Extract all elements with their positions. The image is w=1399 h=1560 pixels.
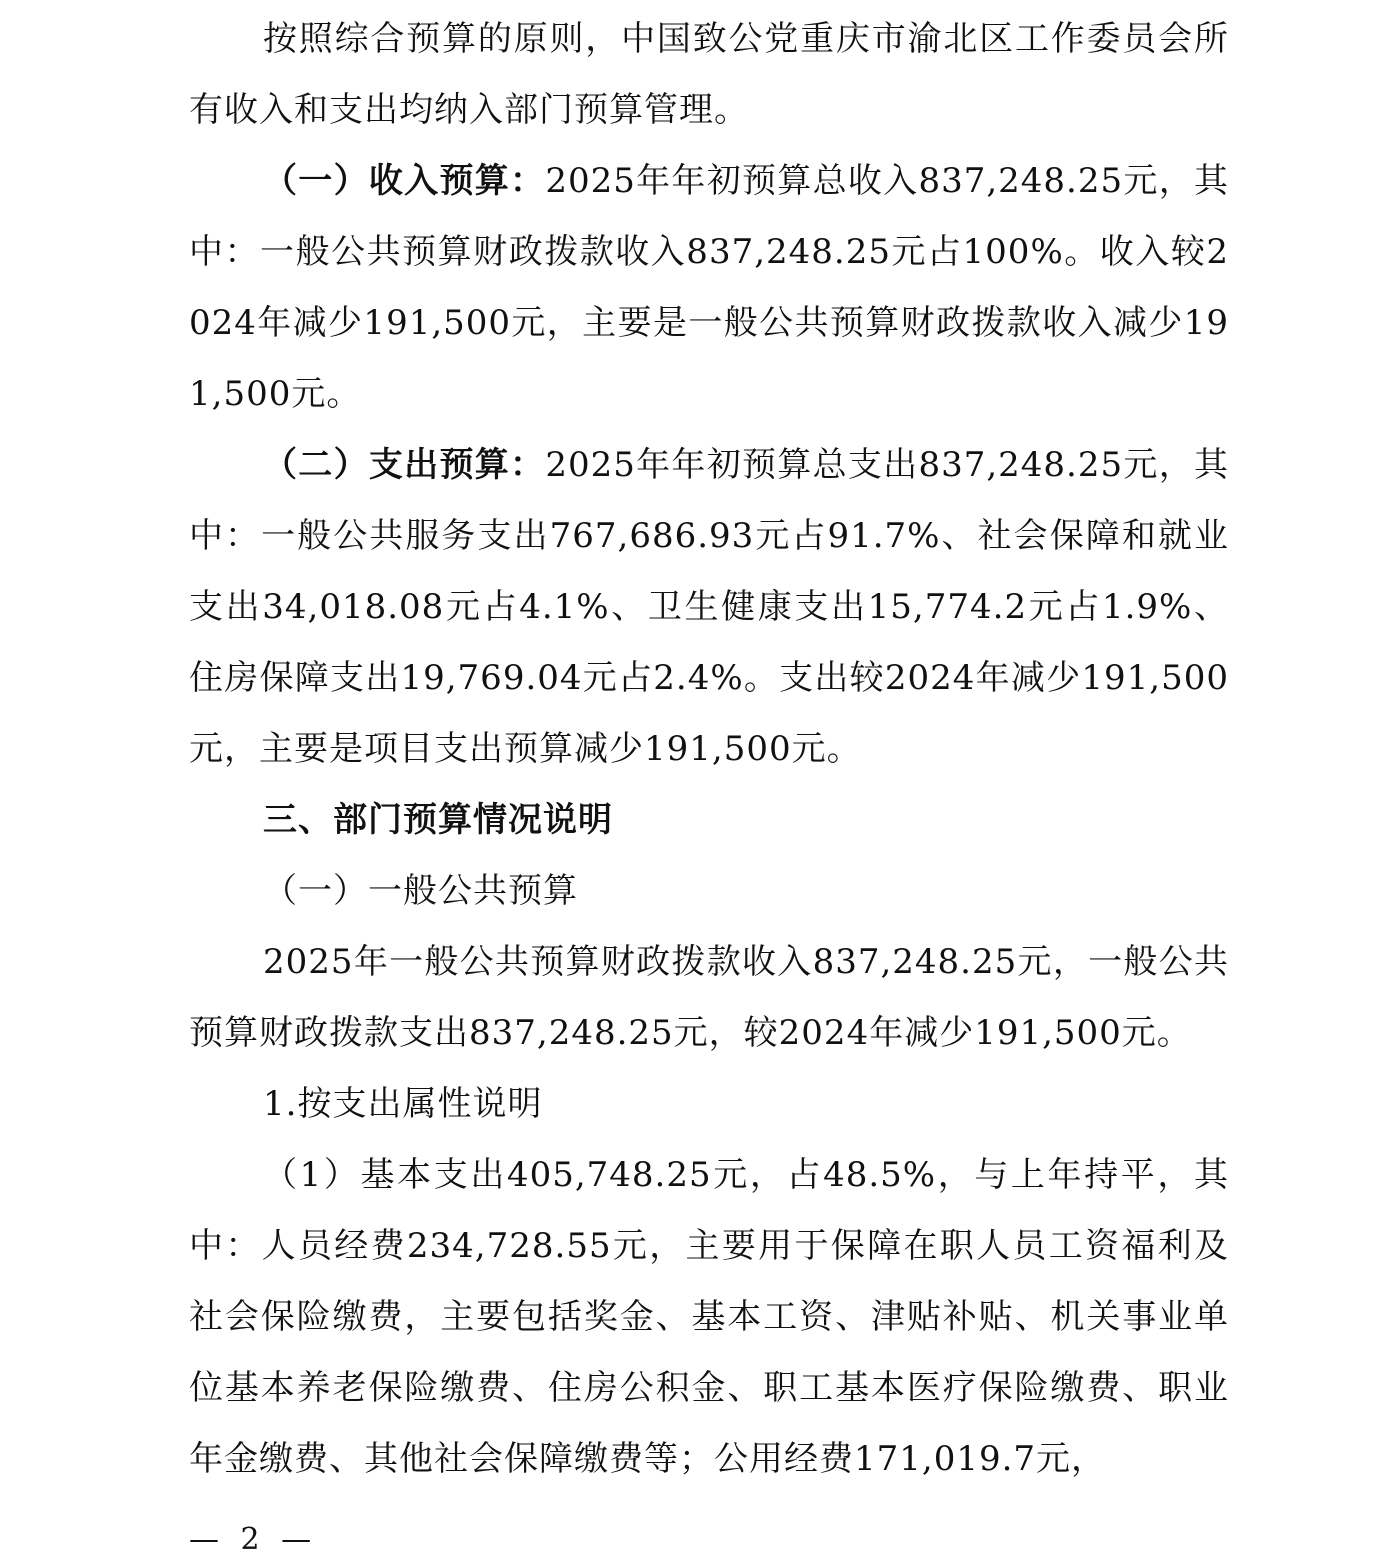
income-paragraph: [189, 146, 1229, 430]
income-text: 2025年年初预算总收入837,248.25元，其中：一般公共预算财政拨款收入837,248.25元占100%。收入较2024年减少191,500元，主要是一般公共预算财政拨款收入减少191,500元。: [189, 161, 1230, 414]
basic-expense-text: （1）基本支出405,748.25元，占48.5%，与上年持平，其中：人员经费234,728.55元，主要用于保障在职人员工资福利及社会保险缴费，主要包括奖金、基本工资、津贴补贴、机关事业单位基本养老保险缴费、住房公积金、职工基本医疗保险缴费、职业年金缴费、其他社会保障缴费等；公用经费171,019.7元，: [189, 1155, 1229, 1479]
page-number: — 2 —: [189, 1522, 318, 1557]
attribute-heading-text: 1.按支出属性说明: [263, 1084, 543, 1124]
income-label: （一）收入预算：: [263, 161, 546, 201]
document-page: [189, 4, 1229, 1495]
expense-text: 2025年年初预算总支出837,248.25元，其中：一般公共服务支出767,686.93元占91.7%、社会保障和就业支出34,018.08元占4.1%、卫生健康支出15,774.2元占1.9%、住房保障支出19,769.04元占2.4%。支出较2024年减少191,500元，主要是项目支出预算减少191,500元。: [189, 445, 1230, 769]
intro-paragraph: [189, 4, 1229, 146]
basic-expense-paragraph: [189, 1140, 1229, 1495]
intro-text: 按照综合预算的原则，中国致公党重庆市渝北区工作委员会所有收入和支出均纳入部门预算管理。: [189, 19, 1229, 130]
general-budget-text: 2025年一般公共预算财政拨款收入837,248.25元，一般公共预算财政拨款支出837,248.25元，较2024年减少191,500元。: [189, 942, 1229, 1053]
section-heading-text: 三、部门预算情况说明: [263, 800, 613, 840]
subsection-heading-text: （一）一般公共预算: [263, 871, 578, 911]
expense-paragraph: [189, 430, 1229, 785]
attribute-heading: [189, 1069, 1229, 1140]
expense-label: （二）支出预算：: [263, 445, 546, 485]
subsection-heading: [189, 856, 1229, 927]
section-heading: [189, 785, 1229, 856]
general-budget-paragraph: [189, 927, 1229, 1069]
